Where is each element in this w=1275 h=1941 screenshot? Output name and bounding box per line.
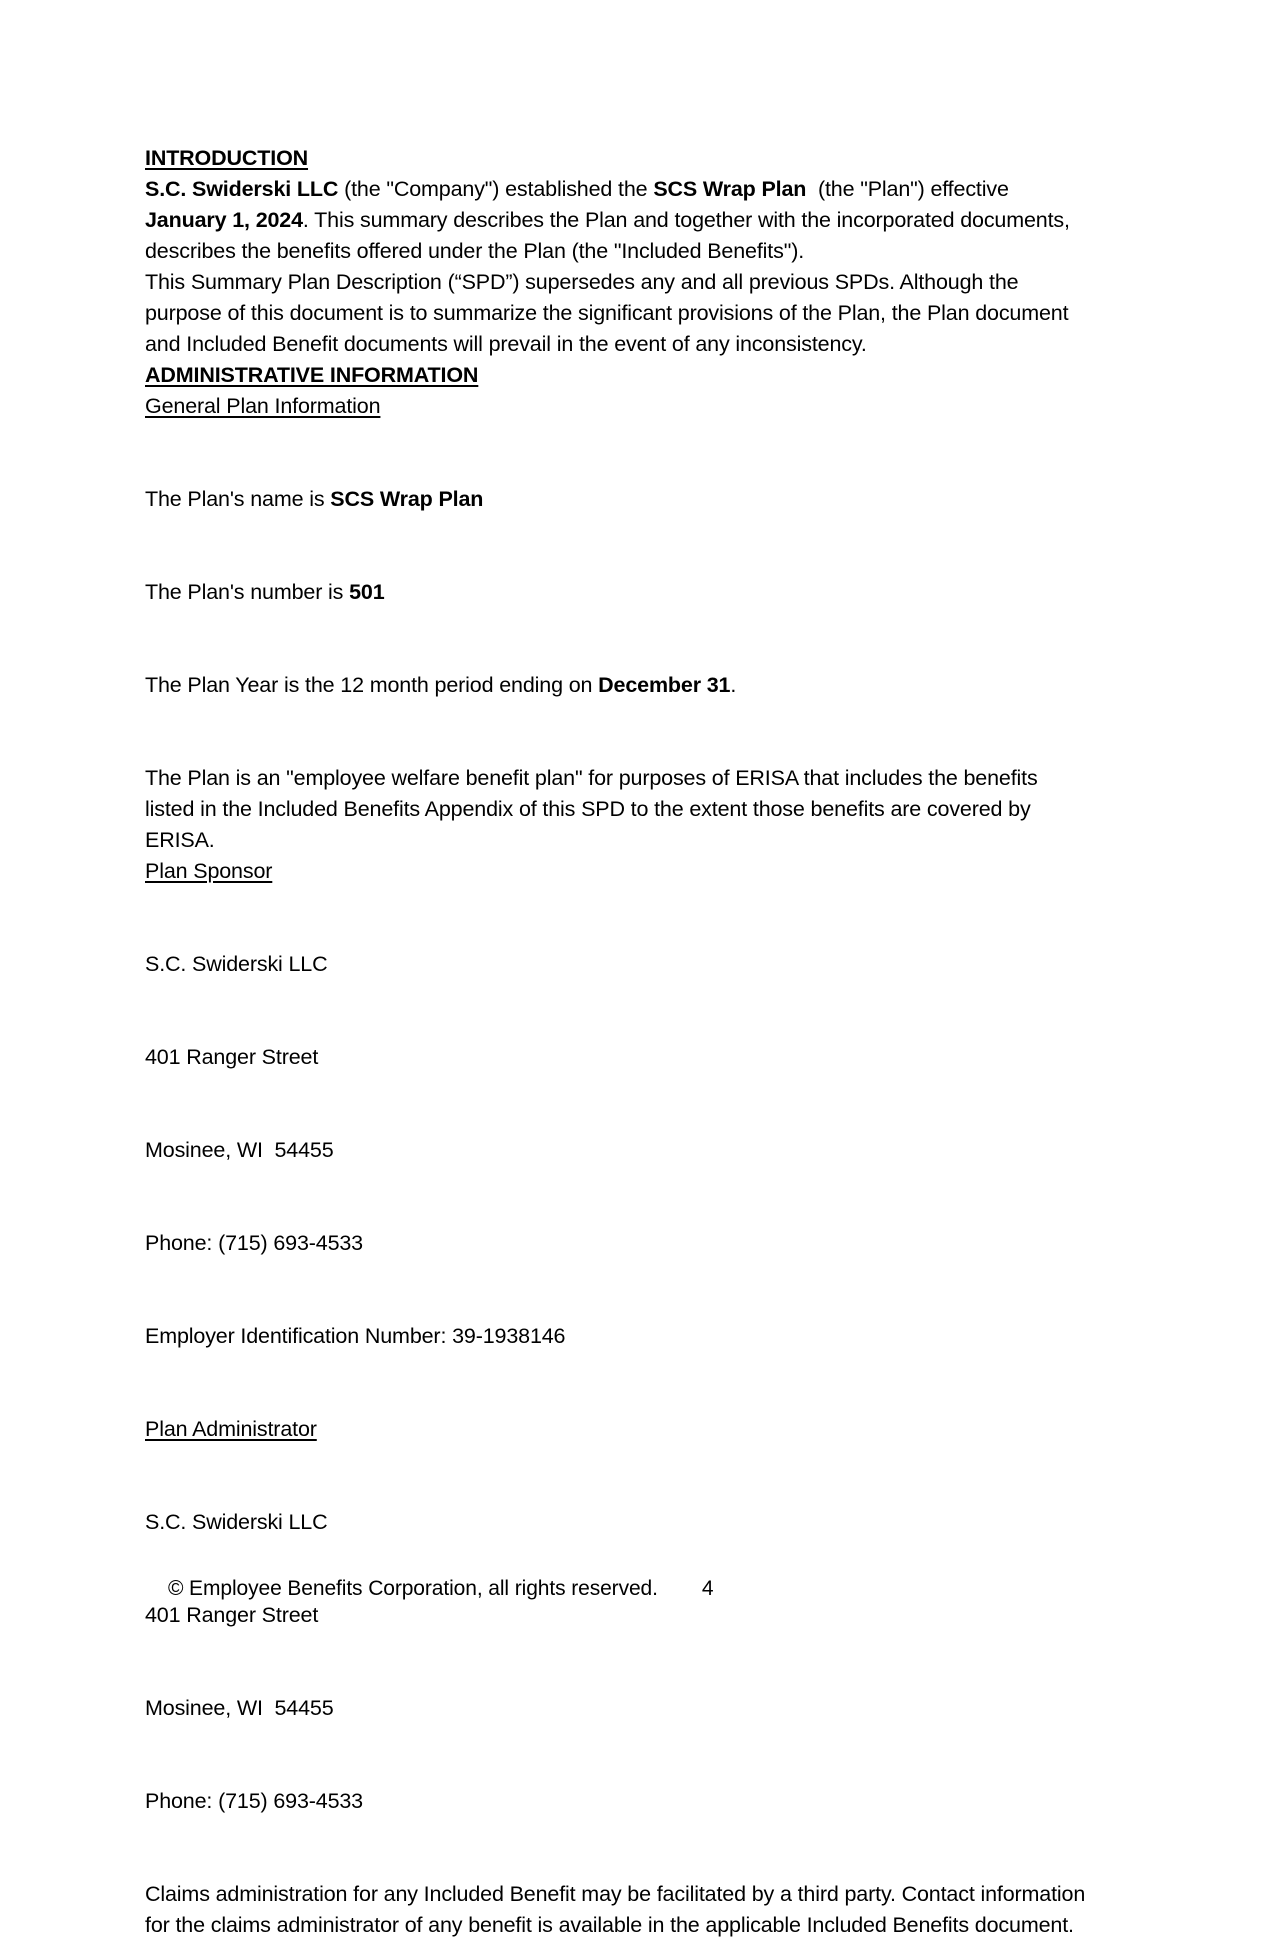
plan-year-line: The Plan Year is the 12 month period ending on December 31. xyxy=(145,673,737,697)
erisa-paragraph: The Plan is an "employee welfare benefit plan" for purposes of ERISA that includes the benefits listed in the Included Benefits Appendix of this SPD to the extent those benefits are covered by ERISA. xyxy=(145,766,1044,852)
plan-administrator-address-block xyxy=(145,1445,1090,1879)
page-footer xyxy=(145,1551,713,1626)
plan-sponsor-heading: Plan Sponsor xyxy=(145,859,273,883)
claims-administration-paragraph: Claims administration for any Included Benefit may be facilitated by a third party. Contact information for the claims administrator of any benefit is available in the applicable Included Benefits document. xyxy=(145,1882,1091,1937)
administrator-street-line: 401 Ranger Street xyxy=(145,1603,319,1627)
administrator-name-line: S.C. Swiderski LLC xyxy=(145,1510,328,1534)
administrator-city-line: Mosinee, WI 54455 xyxy=(145,1696,334,1720)
general-plan-information-heading: General Plan Information xyxy=(145,394,381,418)
sponsor-name-line: S.C. Swiderski LLC xyxy=(145,952,328,976)
sponsor-city-line: Mosinee, WI 54455 xyxy=(145,1138,334,1162)
introduction-paragraph-2: This Summary Plan Description (“SPD”) supersedes any and all previous SPDs. Although the purpose of this document is to summarize the significant provisions of the Plan, the Plan document and Included Benefit documents will prevail in the event of any inconsistency. xyxy=(145,270,1075,356)
page-number: 4 xyxy=(701,1577,714,1600)
plan-sponsor-address-block xyxy=(145,887,1090,1414)
sponsor-street-line: 401 Ranger Street xyxy=(145,1045,319,1069)
administrative-information-heading: ADMINISTRATIVE INFORMATION xyxy=(145,363,479,387)
sponsor-ein-line: Employer Identification Number: 39-1938146 xyxy=(145,1324,566,1348)
plan-number-line: The Plan's number is 501 xyxy=(145,580,385,604)
sponsor-phone-line: Phone: (715) 693-4533 xyxy=(145,1231,363,1255)
administrator-phone-line: Phone: (715) 693-4533 xyxy=(145,1789,363,1813)
general-plan-lines xyxy=(145,422,1090,763)
introduction-paragraph-1: S.C. Swiderski LLC (the "Company") established the SCS Wrap Plan (the "Plan") effective January 1, 2024. This summary describes the Plan and together with the incorporated documents, describes the benefits offered under the Plan (the "Included Benefits"). xyxy=(145,177,1076,263)
copyright-text: © Employee Benefits Corporation, all rights reserved. xyxy=(167,1577,658,1600)
plan-name-line: The Plan's name is SCS Wrap Plan xyxy=(145,487,484,511)
introduction-heading: INTRODUCTION xyxy=(145,146,309,170)
plan-administrator-heading: Plan Administrator xyxy=(145,1417,317,1441)
